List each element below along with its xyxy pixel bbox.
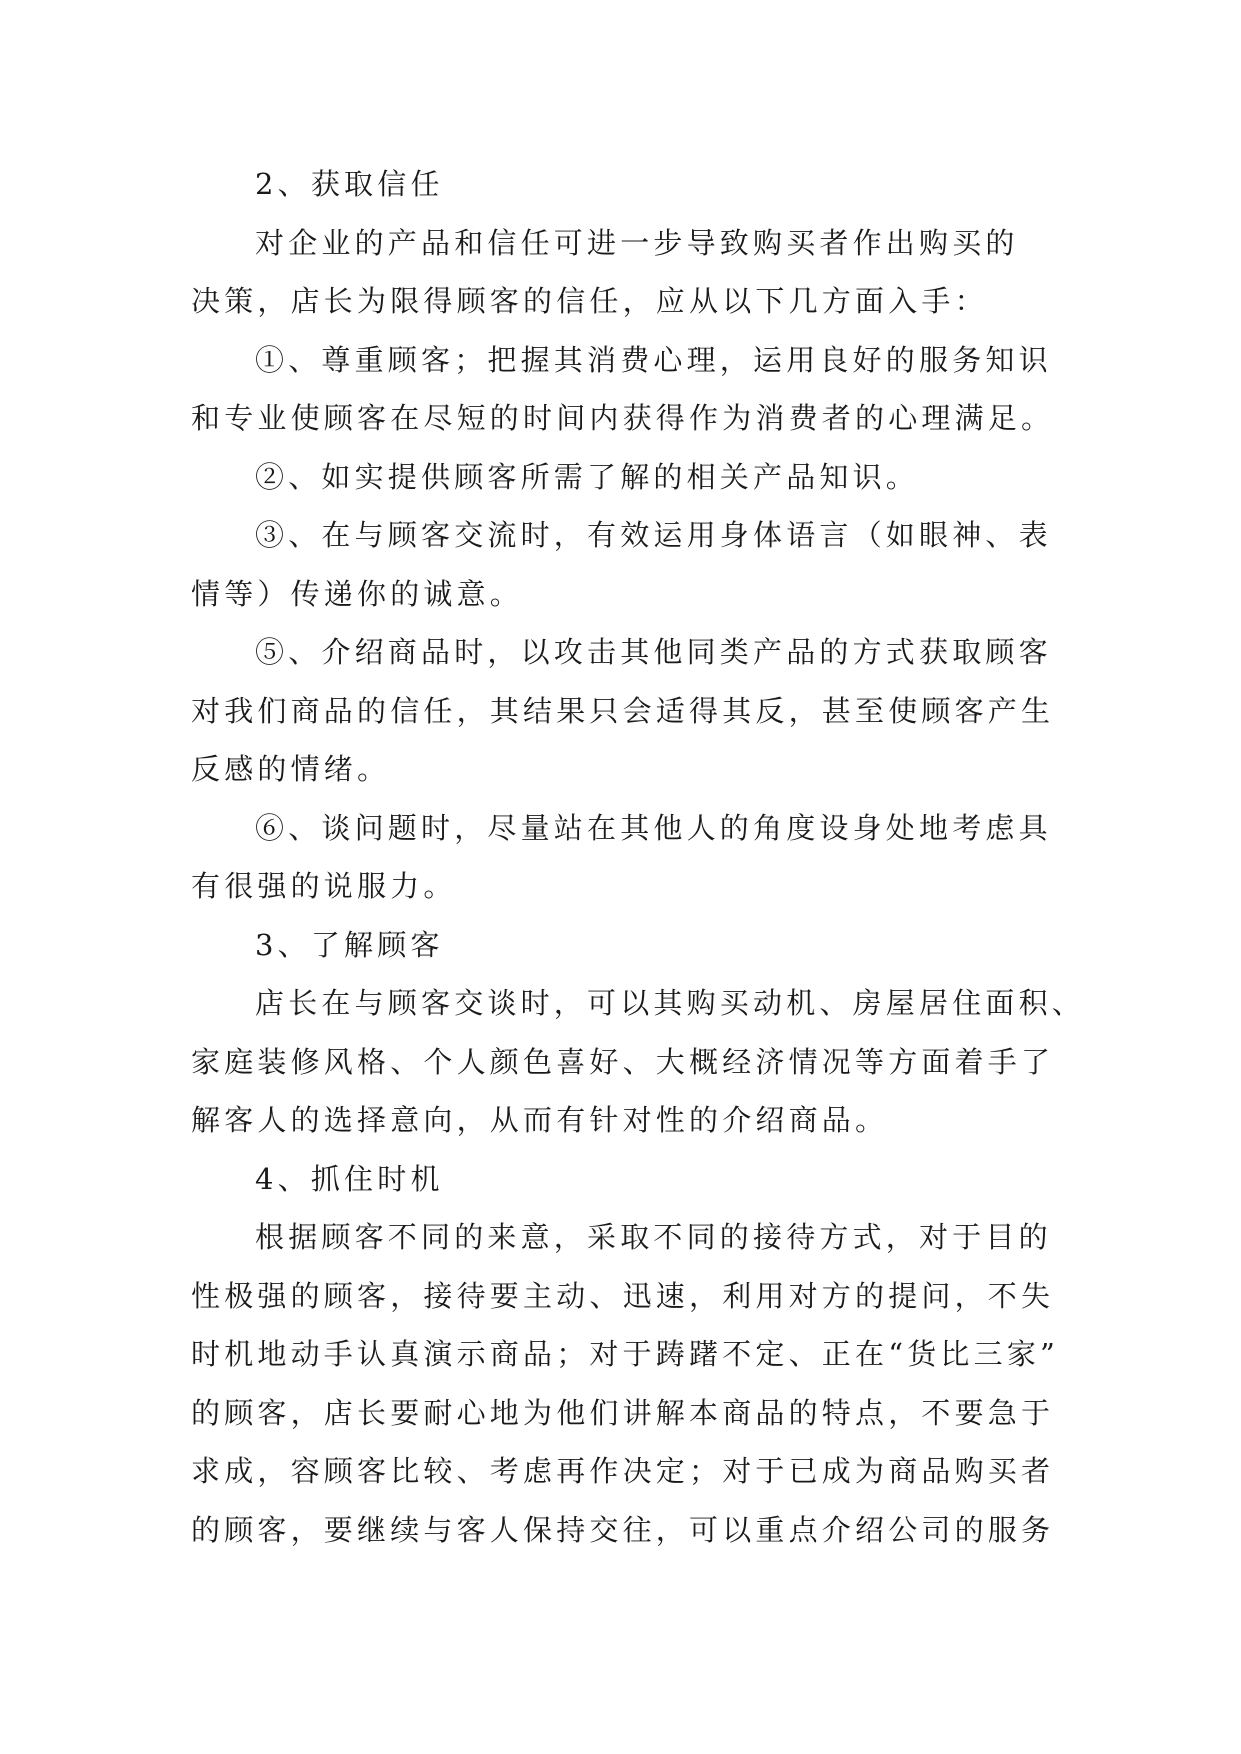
text-line: ⑥、谈问题时，尽量站在其他人的角度设身处地考虑具 bbox=[255, 810, 1052, 845]
text-line: 的顾客，店长要耐心地为他们讲解本商品的特点，不要急于 bbox=[191, 1395, 1055, 1430]
text-line: 家庭装修风格、个人颜色喜好、大概经济情况等方面着手了 bbox=[191, 1044, 1055, 1079]
text-line: 根据顾客不同的来意，采取不同的接待方式，对于目的 bbox=[255, 1220, 1052, 1254]
text-line: 4、抓住时机 bbox=[255, 1161, 444, 1196]
text-line: 解客人的选择意向，从而有针对性的介绍商品。 bbox=[191, 1103, 889, 1137]
text-line: 时机地动手认真演示商品；对于踌躇不定、正在“货比三家” bbox=[191, 1337, 1060, 1371]
text-line: ②、如实提供顾客所需了解的相关产品知识。 bbox=[255, 459, 920, 494]
text-line: 对我们商品的信任，其结果只会适得其反，甚至使顾客产生 bbox=[191, 693, 1055, 728]
text-line: 决策，店长为限得顾客的信任，应从以下几方面入手： bbox=[191, 284, 988, 318]
text-line: 有很强的说服力。 bbox=[191, 869, 457, 903]
document-body bbox=[191, 155, 1086, 1559]
text-line: 2、获取信任 bbox=[255, 167, 444, 201]
text-line: 情等）传递你的诚意。 bbox=[191, 576, 524, 611]
text-line: 和专业使顾客在尽短的时间内获得作为消费者的心理满足。 bbox=[191, 401, 1055, 435]
text-line: 的顾客，要继续与客人保持交往，可以重点介绍公司的服务 bbox=[191, 1512, 1055, 1547]
text-line: 求成，容顾客比较、考虑再作决定；对于已成为商品购买者 bbox=[191, 1454, 1055, 1488]
text-line: 店长在与顾客交谈时，可以其购买动机、房屋居住面积、 bbox=[255, 986, 1086, 1020]
text-line: ③、在与顾客交流时，有效运用身体语言（如眼神、表 bbox=[255, 518, 1052, 552]
text-line: ①、尊重顾客；把握其消费心理，运用良好的服务知识 bbox=[255, 342, 1052, 377]
text-line: 性极强的顾客，接待要主动、迅速，利用对方的提问，不失 bbox=[191, 1278, 1055, 1313]
text-line: ⑤、介绍商品时，以攻击其他同类产品的方式获取顾客 bbox=[255, 635, 1052, 669]
text-line: 对企业的产品和信任可进一步导致购买者作出购买的 bbox=[255, 225, 1019, 260]
text-line: 3、了解顾客 bbox=[255, 927, 444, 962]
text-line: 反感的情绪。 bbox=[191, 752, 391, 786]
